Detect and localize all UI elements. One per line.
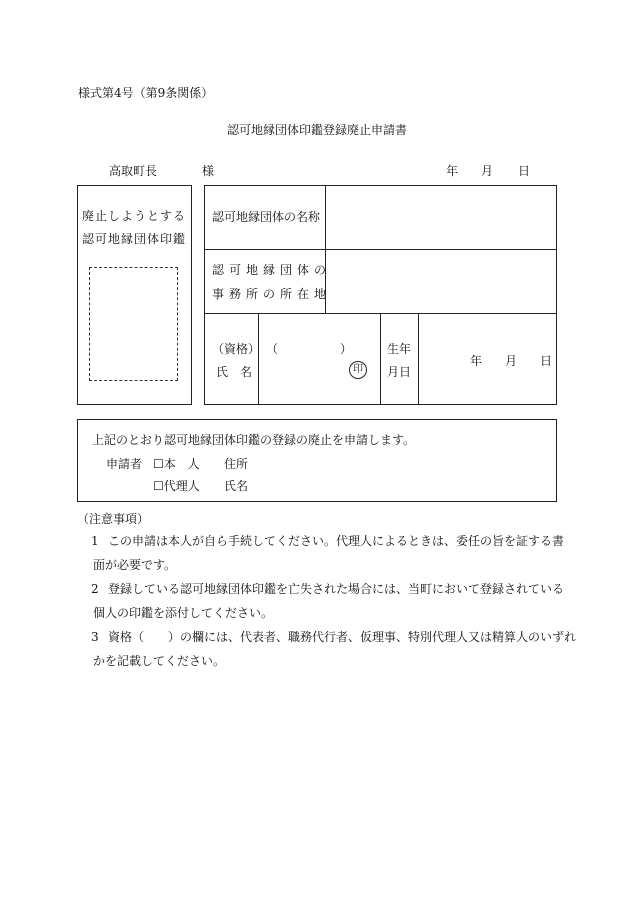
- note-text-line2: 面が必要です。: [93, 558, 177, 572]
- note-number: 3: [91, 630, 99, 644]
- addressee-name: 高取町長: [109, 164, 158, 178]
- addressee-honorific: 様: [202, 164, 215, 178]
- office-address-label-line1: 認可地縁団体の: [212, 263, 332, 277]
- birth-day-label: 日: [540, 354, 553, 368]
- declaration-section: [77, 419, 557, 502]
- form-number: 様式第4号（第9条関係）: [78, 86, 214, 100]
- date-day-label: 日: [518, 164, 531, 178]
- option-self-checkbox[interactable]: ☐本 人: [153, 457, 200, 471]
- note-text-line1: 登録している認可地縁団体印鑑を亡失された場合には、当町において登録されている: [108, 582, 565, 596]
- table-divider: [418, 313, 419, 405]
- note-number: 1: [91, 534, 99, 548]
- date-year-label: 年: [446, 164, 459, 178]
- declaration-text: 上記のとおり認可地縁団体印鑑の登録の廃止を申請します。: [92, 433, 416, 447]
- table-divider: [380, 313, 381, 405]
- seal-section-label-line1: 廃止しようとする: [82, 209, 187, 223]
- name-label: 氏 名: [216, 365, 253, 379]
- table-divider: [258, 313, 259, 405]
- note-text-line2: 個人の印鑑を添付してください。: [93, 606, 274, 620]
- table-divider: [204, 249, 557, 250]
- page-title: 認可地縁団体印鑑登録廃止申請書: [227, 123, 408, 137]
- name-field[interactable]: [260, 315, 379, 404]
- note-text-line1: 資格（ ）の欄には、代表者、職務代行者、仮理事、特別代理人又は精算人のいずれ: [108, 630, 577, 644]
- address-label: 住所: [224, 457, 249, 471]
- option-proxy-checkbox[interactable]: ☐代理人: [153, 479, 200, 493]
- date-month-label: 月: [481, 164, 494, 178]
- seal-section-label-line2: 認可地縁団体印鑑: [82, 232, 187, 246]
- birth-date-field[interactable]: [420, 315, 555, 404]
- birth-year-label: 年: [470, 354, 483, 368]
- notes-heading: （注意事項）: [77, 512, 150, 526]
- note-text-line1: この申請は本人が自ら手続してください。代理人によるときは、委任の旨を証する書: [108, 534, 565, 548]
- org-name-field[interactable]: [327, 187, 555, 248]
- note-number: 2: [91, 582, 99, 596]
- signer-name-label: 氏名: [224, 479, 249, 493]
- birth-date-label-line2: 月日: [387, 365, 412, 379]
- org-name-label: 認可地縁団体の名称: [212, 210, 321, 224]
- office-address-field[interactable]: [327, 251, 555, 312]
- qualification-paren-close: ）: [340, 342, 353, 356]
- seal-stamp-area[interactable]: [89, 267, 178, 381]
- applicant-label: 申請者: [106, 457, 143, 471]
- birth-date-label-line1: 生年: [387, 342, 412, 356]
- birth-month-label: 月: [505, 354, 518, 368]
- seal-mark-icon: 印: [349, 361, 367, 379]
- qualification-label: （資格）: [212, 342, 261, 356]
- note-text-line2: かを記載してください。: [93, 654, 226, 668]
- office-address-label-line2: 事務所の所在地: [212, 287, 332, 301]
- qualification-paren-open: （: [266, 342, 279, 356]
